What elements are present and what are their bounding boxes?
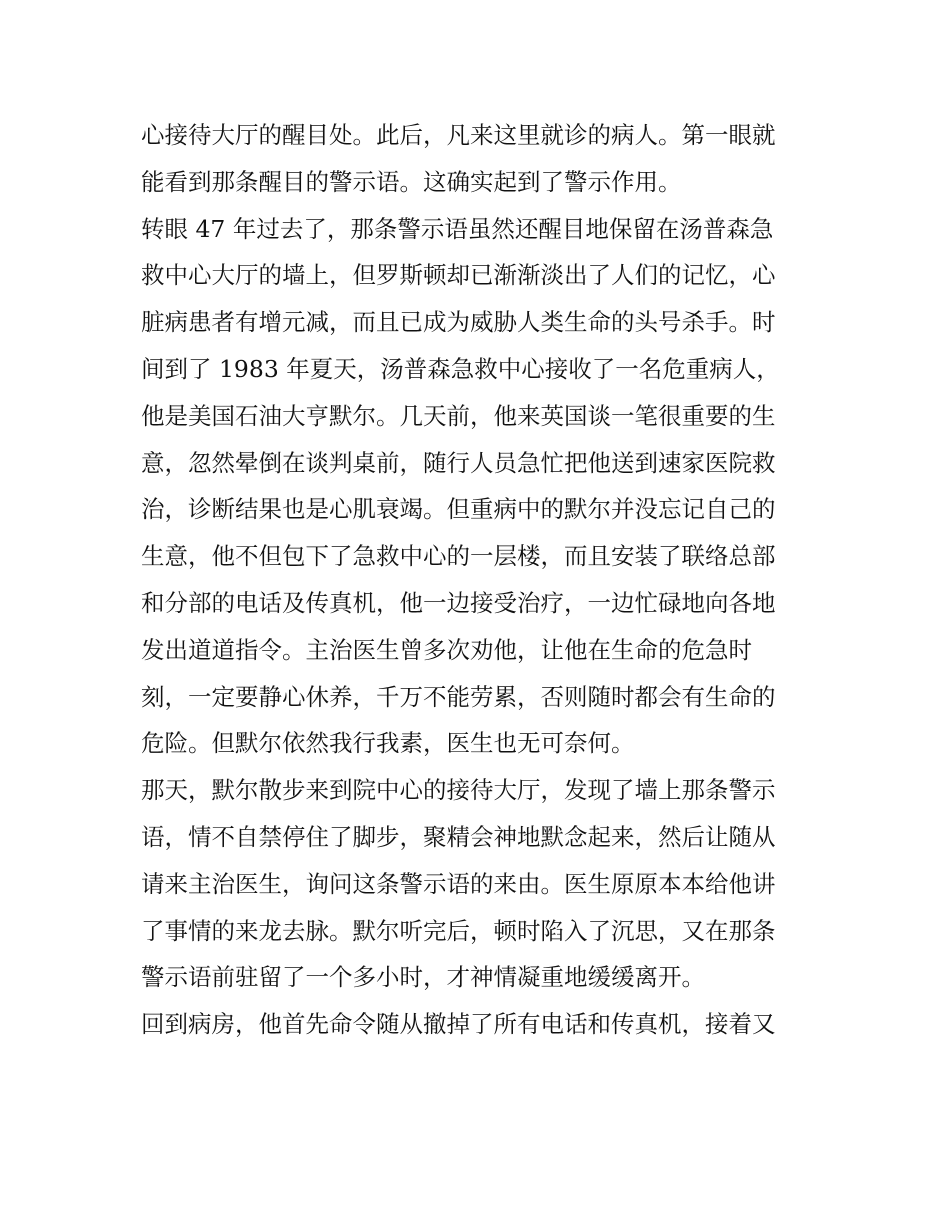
text-line: 语，情不自禁停住了脚步，聚精会神地默念起来，然后让随从 <box>141 822 776 851</box>
text-line: 意，忽然晕倒在谈判桌前，随行人员急忙把他送到速家医院救 <box>141 448 776 477</box>
text-line: 发出道道指令。主治医生曾多次劝他，让他在生命的危急时 <box>141 635 752 664</box>
text-line: 刻，一定要静心休养，千万不能劳累，否则随时都会有生命的 <box>141 682 776 711</box>
text-line: 了事情的来龙去脉。默尔听完后，顿时陷入了沉思，又在那条 <box>141 916 776 945</box>
text-line: 救中心大厅的墙上，但罗斯顿却已渐渐淡出了人们的记忆，心 <box>141 261 776 290</box>
text-line: 那天，默尔散步来到院中心的接待大厅，发现了墙上那条警示 <box>141 776 776 805</box>
text-line: 生意，他不但包下了急救中心的一层楼，而且安装了联络总部 <box>141 542 776 571</box>
text-line: 请来主治医生，询问这条警示语的来由。医生原原本本给他讲 <box>141 869 776 898</box>
text-line: 间到了 1983 年夏天，汤普森急救中心接收了一名危重病人， <box>141 354 780 383</box>
text-line: 他是美国石油大亨默尔。几天前，他来英国谈一笔很重要的生 <box>141 401 776 430</box>
text-line: 警示语前驻留了一个多小时，才神情凝重地缓缓离开。 <box>141 963 705 992</box>
text-line: 危险。但默尔依然我行我素，医生也无可奈何。 <box>141 729 635 758</box>
text-line: 和分部的电话及传真机，他一边接受治疗，一边忙碌地向各地 <box>141 588 776 617</box>
text-line: 脏病患者有增元减，而且已成为威胁人类生命的头号杀手。时 <box>141 308 776 337</box>
text-line: 治，诊断结果也是心肌衰竭。但重病中的默尔并没忘记自己的 <box>141 495 776 524</box>
text-line: 能看到那条醒目的警示语。这确实起到了警示作用。 <box>141 167 682 196</box>
text-line: 转眼 47 年过去了，那条警示语虽然还醒目地保留在汤普森急 <box>141 214 774 243</box>
body-text <box>141 112 821 1048</box>
text-line: 回到病房，他首先命令随从撤掉了所有电话和传真机，接着又 <box>141 1010 776 1039</box>
text-line: 心接待大厅的醒目处。此后，凡来这里就诊的病人。第一眼就 <box>141 121 776 149</box>
